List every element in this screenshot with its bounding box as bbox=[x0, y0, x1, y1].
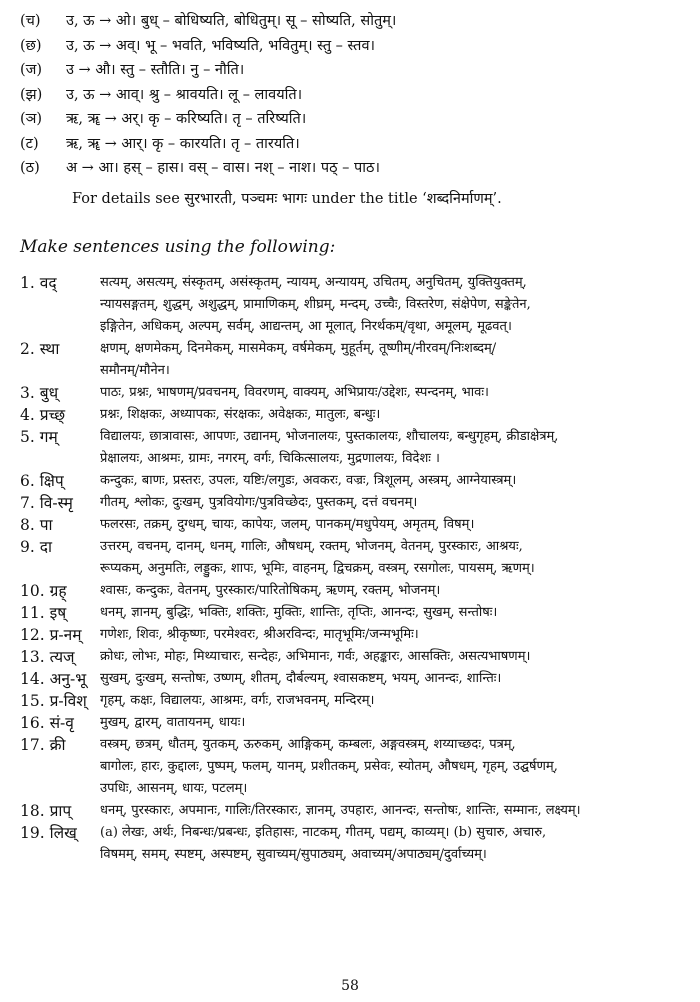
entry-root: 6. क्षिप् bbox=[20, 472, 64, 490]
entry-row bbox=[20, 536, 692, 580]
rule-text: उ, ऊ → आव्। श्रु – श्रावयति। लू – लावयति। bbox=[66, 86, 303, 103]
entry-line: बागोलः, हारः, कुद्दालः, पुष्पम्, फलम्, यानम्, प्रशीतकम्, प्रसेवः, स्योतम्, औषधम्, गृहम्, उद्घर्षणम्, bbox=[100, 759, 558, 774]
entry-line: क्रोधः, लोभः, मोहः, मिथ्याचारः, सन्देहः, अभिमानः, गर्वः, अहङ्कारः, आसक्तिः, असत्यभाषणम्। bbox=[100, 649, 531, 664]
entry-row bbox=[20, 272, 692, 338]
entry-row bbox=[20, 338, 692, 382]
entry-root: 14. अनु-भू bbox=[20, 670, 87, 688]
entry-root: 16. सं-वृ bbox=[20, 714, 74, 732]
entry-line: इङ्गितेन, अधिकम्, अल्पम्, सर्वम्, आद्यन्तम्, आ मूलात्, निरर्थकम्/वृथा, अमूलम्, मूढवत्। bbox=[100, 319, 512, 334]
entry-root: 17. क्री bbox=[20, 736, 66, 754]
entry-row bbox=[20, 404, 692, 426]
rule-row bbox=[20, 106, 690, 131]
entry-root: 13. त्यज् bbox=[20, 648, 75, 666]
entry-root: 19. लिख् bbox=[20, 824, 77, 842]
rule-label: (छ) bbox=[20, 37, 42, 54]
rule-label: (ज) bbox=[20, 62, 43, 79]
entry-line: विषमम्, समम्, स्पष्टम्, अस्पष्टम्, सुवाच्यम्/सुपाठ्यम्, अवाच्यम्/अपाठ्यम्/दुर्वाच्यम्। bbox=[100, 847, 487, 862]
entry-words bbox=[100, 470, 692, 492]
entry-line: धनम्, ज्ञानम्, बुद्धिः, भक्तिः, शक्तिः, मुक्तिः, शान्तिः, तृप्तिः, आनन्दः, सुखम्, सन्तोषः। bbox=[100, 605, 498, 620]
entry-words bbox=[100, 580, 692, 602]
entry-line: कन्दुकः, बाणः, प्रस्तरः, उपलः, यष्टिः/लगुडः, अवकरः, वज्रः, त्रिशूलम्, अस्त्रम्, आग्नेयास्त्रम्। bbox=[100, 473, 517, 488]
entry-line: प्रेक्षालयः, आश्रमः, ग्रामः, नगरम्, वर्गः, चिकित्सालयः, मुद्रणालयः, विदेशः । bbox=[100, 451, 440, 466]
entry-row bbox=[20, 734, 692, 800]
entry-line: (a) लेखः, अर्थः, निबन्धः/प्रबन्धः, इतिहासः, नाटकम्, गीतम्, पद्यम्, काव्यम्। (b) सुचारु, अचारु, bbox=[100, 825, 547, 840]
entry-words bbox=[100, 800, 692, 822]
entry-line: पाठः, प्रश्नः, भाषणम्/प्रवचनम्, विवरणम्, वाक्यम्, अभिप्रायः/उद्देशः, स्पन्दनम्, भावः। bbox=[100, 385, 489, 400]
entry-words bbox=[100, 602, 692, 624]
entry-root: 18. प्राप् bbox=[20, 802, 72, 820]
sentence-list bbox=[20, 272, 692, 866]
entry-words bbox=[100, 382, 692, 404]
entry-root: 11. इष् bbox=[20, 604, 67, 622]
entry-line: धनम्, पुरस्कारः, अपमानः, गालिः/तिरस्कारः, ज्ञानम्, उपहारः, आनन्दः, सन्तोषः, शान्तिः, सम्मानः, लक्ष्यम्। bbox=[100, 803, 581, 818]
rule-text: उ, ऊ → ओ। बुध् – बोधिष्यति, बोधितुम्। सू – सोष्यति, सोतुम्। bbox=[66, 13, 397, 30]
entry-line: रूप्यकम्, अनुमतिः, लड्डुकः, शापः, भूमिः, वाहनम्, द्विचक्रम्, वस्त्रम्, रसगोलः, पायसम्, ऋणम्। bbox=[100, 561, 535, 576]
entry-row bbox=[20, 690, 692, 712]
entry-row bbox=[20, 602, 692, 624]
entry-row bbox=[20, 712, 692, 734]
rule-label: (ञ) bbox=[20, 111, 43, 128]
entry-root: 2. स्था bbox=[20, 340, 60, 358]
entry-words bbox=[100, 712, 692, 734]
entry-line: सत्यम्, असत्यम्, संस्कृतम्, असंस्कृतम्, न्यायम्, अन्यायम्, उचितम्, अनुचितम्, युक्तियुक्तम्, bbox=[100, 275, 527, 290]
entry-words bbox=[100, 514, 692, 536]
rule-label: (ठ) bbox=[20, 160, 40, 177]
entry-words bbox=[100, 624, 692, 646]
rule-text: उ, ऊ → अव्। भू – भवति, भविष्यति, भवितुम्। स्तु – स्तव। bbox=[66, 37, 376, 54]
details-note: For details see सुरभारती, पञ्चमः भागः under the title ‘शब्दनिर्माणम्’. bbox=[72, 191, 502, 207]
entry-root: 3. बुध् bbox=[20, 384, 59, 402]
entry-row bbox=[20, 492, 692, 514]
rule-label: (झ) bbox=[20, 86, 43, 103]
rule-list bbox=[20, 8, 690, 180]
rule-text: ऋ, ॠ → अर्। कृ – करिष्यति। तृ – तरिष्यति। bbox=[66, 111, 307, 128]
entry-line: गणेशः, शिवः, श्रीकृष्णः, परमेश्वरः, श्रीअरविन्दः, मातृभूमिः/जन्मभूमिः। bbox=[100, 627, 419, 642]
entry-root: 5. गम् bbox=[20, 428, 58, 446]
rule-row bbox=[20, 57, 690, 82]
rule-text: ऋ, ॠ → आर्। कृ – कारयति। तृ – तारयति। bbox=[66, 135, 300, 152]
entry-words bbox=[100, 690, 692, 712]
page-number: 58 bbox=[341, 978, 359, 994]
entry-line: उपधिः, आसनम्, धायः, पटलम्। bbox=[100, 781, 248, 796]
entry-row bbox=[20, 514, 692, 536]
entry-root: 15. प्र-विश् bbox=[20, 692, 87, 710]
entry-words bbox=[100, 426, 692, 470]
entry-row bbox=[20, 470, 692, 492]
entry-row bbox=[20, 580, 692, 602]
entry-line: गीतम्, श्लोकः, दुःखम्, पुत्रवियोगः/पुत्रविच्छेदः, पुस्तकम्, दत्तं वचनम्। bbox=[100, 495, 418, 510]
entry-line: फलरसः, तक्रम्, दुग्धम्, चायः, कापेयः, जलम्, पानकम्/मधुपेयम्, अमृतम्, विषम्। bbox=[100, 517, 475, 532]
entry-row bbox=[20, 822, 692, 866]
entry-line: विद्यालयः, छात्रावासः, आपणः, उद्यानम्, भोजनालयः, पुस्तकालयः, शौचालयः, बन्धुगृहम्, क्रीडाक्षेत्रम्, bbox=[100, 429, 559, 444]
rule-label: (च) bbox=[20, 13, 41, 30]
rule-row bbox=[20, 8, 690, 33]
entry-root: 4. प्रच्छ् bbox=[20, 406, 66, 424]
entry-line: गृहम्, कक्षः, विद्यालयः, आश्रमः, वर्गः, राजभवनम्, मन्दिरम्। bbox=[100, 693, 375, 708]
entry-line: समौनम्/मौनेन। bbox=[100, 363, 170, 378]
entry-root: 12. प्र-नम् bbox=[20, 626, 82, 644]
entry-words bbox=[100, 734, 692, 800]
entry-words bbox=[100, 404, 692, 426]
entry-line: न्यायसङ्गतम्, शुद्धम्, अशुद्धम्, प्रामाणिकम्, शीघ्रम्, मन्दम्, उच्चैः, विस्तरेण, संक्षेपेण, सङ्केतेन, bbox=[100, 297, 531, 312]
entry-row bbox=[20, 426, 692, 470]
entry-line: श्वासः, कन्दुकः, वेतनम्, पुरस्कारः/पारितोषिकम्, ऋणम्, रक्तम्, भोजनम्। bbox=[100, 583, 441, 598]
entry-row bbox=[20, 800, 692, 822]
entry-line: प्रश्नः, शिक्षकः, अध्यापकः, संरक्षकः, अवेक्षकः, मातुलः, बन्धुः। bbox=[100, 407, 381, 422]
entry-row bbox=[20, 624, 692, 646]
rule-label: (ट) bbox=[20, 135, 39, 152]
rule-row bbox=[20, 82, 690, 107]
rule-row bbox=[20, 33, 690, 58]
entry-line: वस्त्रम्, छत्रम्, धौतम्, युतकम्, ऊरुकम्, आङ्गिकम्, कम्बलः, अङ्गवस्त्रम्, शय्याच्छदः, पत्रम्, bbox=[100, 737, 516, 752]
entry-root: 7. वि-स्मृ bbox=[20, 494, 73, 512]
entry-root: 9. दा bbox=[20, 538, 52, 556]
entry-row bbox=[20, 668, 692, 690]
rule-row bbox=[20, 131, 690, 156]
entry-words bbox=[100, 272, 692, 338]
rule-text: अ → आ। हस् – हास। वस् – वास। नश् – नाश। पठ् – पाठ। bbox=[66, 160, 380, 177]
entry-words bbox=[100, 536, 692, 580]
rule-row bbox=[20, 155, 690, 180]
section-heading: Make sentences using the following: bbox=[20, 237, 336, 257]
entry-words bbox=[100, 668, 692, 690]
rule-text: उ → औ। स्तु – स्तौति। नु – नौति। bbox=[66, 62, 245, 79]
entry-line: सुखम्, दुःखम्, सन्तोषः, उष्णम्, शीतम्, दौर्बल्यम्, श्वासकष्टम्, भयम्, आनन्दः, शान्तिः। bbox=[100, 671, 502, 686]
entry-line: मुखम्, द्वारम्, वातायनम्, धायः। bbox=[100, 715, 246, 730]
entry-line: उत्तरम्, वचनम्, दानम्, धनम्, गालिः, औषधम्, रक्तम्, भोजनम्, वेतनम्, पुरस्कारः, आश्रयः, bbox=[100, 539, 523, 554]
entry-words bbox=[100, 338, 692, 382]
entry-words bbox=[100, 492, 692, 514]
entry-line: क्षणम्, क्षणमेकम्, दिनमेकम्, मासमेकम्, वर्षमेकम्, मुहूर्तम्, तूष्णीम्/नीरवम्/निःशब्दम्/ bbox=[100, 341, 497, 356]
entry-root: 1. वद् bbox=[20, 274, 57, 292]
entry-words bbox=[100, 646, 692, 668]
entry-words bbox=[100, 822, 692, 866]
entry-row bbox=[20, 382, 692, 404]
entry-root: 8. पा bbox=[20, 516, 53, 534]
entry-row bbox=[20, 646, 692, 668]
entry-root: 10. ग्रह् bbox=[20, 582, 67, 600]
